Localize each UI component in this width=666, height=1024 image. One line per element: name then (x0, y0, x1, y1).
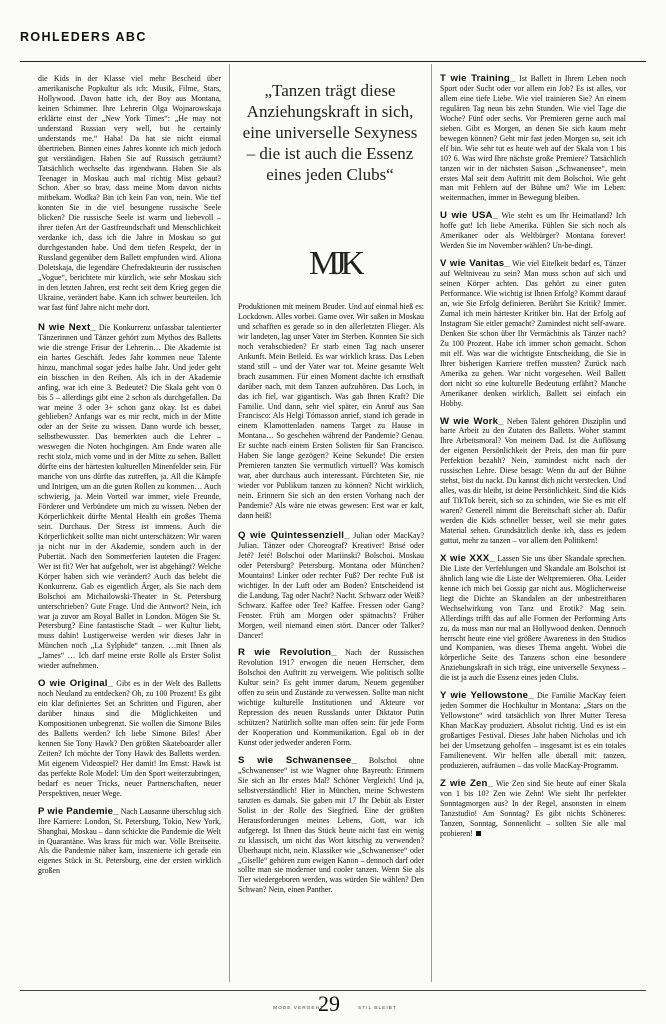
section-v (440, 259, 626, 408)
article-column-1 (38, 74, 221, 982)
monogram-logo (304, 236, 364, 288)
section-v-body: Wie viel Eitelkeit bedarf es, Tänzer auf Weltniveau zu sein? Man muss schon auf sich und seinen Körper achten. Das gehört zu einer guten Performance. Wie wichtig ist Ihnen Erfolg? Kommt darauf an, wie Sie Erfolg definieren. Berührt Sie Kritik? Immer. Zumal ich mein härtester Kritiker bin. Hat der Erfolg auf Instagram Sie eitler gemacht? Zumindest nicht self-aware. Denken Sie schon über Ihr Vermächtnis als Tänzer nach? Zu 100 Prozent. Habe ich immer schon gemacht. Schon mit elf. Was war die wichtigste Entscheidung, die Sie in Ihrer bisherigen Karriere treffen mussten? Zurück nach Amerika zu gehen. War nicht vorgesehen. Weil Ballett dort nicht so eine kulturelle Bedeutung erfährt? Manche Amerikaner denken wirklich, Ballett sei einfach ein Hobby. (440, 259, 626, 408)
section-n (38, 323, 221, 671)
section-p-heading: P wie Pandemie_ (38, 805, 119, 817)
section-w (440, 417, 626, 546)
article-column-2 (238, 302, 424, 982)
section-s-heading: S wie Schwanensee_ (238, 754, 358, 766)
section-x (440, 554, 626, 683)
page-footer (0, 990, 666, 1020)
section-o-heading: O wie Original_ (38, 678, 114, 690)
column1-intro: die Kids in der Klasse viel mehr Bescheid über amerikanische Popkultur als ich: Musik, Filme, Stars, Hollywood. Davon hatte ich, der Boy aus Montana, keinen Schimmer. Ihre Lehrerin Olga Wojnarowskaja erklärte einst der „New York Times“: „He may not understand Russian very well, but he certainly understands me.“ Haha! Da hat sie nicht einmal übertrieben. Binnen eines Jahres konnte ich mich jedoch gut verständigen. Haben Sie auf Russisch geträumt? Tatsächlich wechselte das irgendwann. Haben Sie als Teenager in Moskau auch mal richtig Mist gebaut? Schon. Aber so brav, dass meine Mom davon nichts mitbekam. Wodka? Bin ich kein Fan von, nein. Wie tief konnten Sie in die viel besungene russische Seele blicken? Die russische Seele ist warm und liebevoll – ihrer tiefen Art der Gastfreundschaft und Menschlichkeit verdanke ich, dass ich die Jahre in Moskau so gut durchgestanden habe. Und dem tiefen Respekt, der in Russland gegenüber dem Ballett empfunden wird. Aliona Doletskaja, die legendäre Chefredakteurin der russischen „Vogue“, berichtete mir kürzlich, wie sehr Moskau sich in den letzten Jahren, erst recht seit dem Krieg gegen die Ukraine, verändert habe. Kann ich schwer beurteilen. Ich war fast fünf Jahre nicht mehr dort. (38, 74, 221, 312)
section-z-heading: Z wie Zen_ (440, 777, 494, 789)
section-u (440, 211, 626, 251)
section-t (440, 74, 626, 203)
section-s (238, 756, 424, 895)
column-divider-left (229, 64, 230, 982)
section-z (440, 779, 626, 839)
section-y-heading: Y wie Yellowstone_ (440, 690, 534, 702)
section-w-heading: W wie Work_ (440, 415, 504, 427)
section-q-heading: Q wie Quintessenziell_ (238, 529, 350, 541)
section-t-body: Ist Ballett in Ihrem Leben noch Sport oder Sucht oder vor allem ein Job? Es ist alles, vor allem eine tiefe Liebe. Wie viel trainieren Sie? An einem regulären Tag neun bis zehn Stunden. Wie viel Tage die Woche? Fünf oder sechs. Vor Premieren gerne auch mal sieben. Gibt es Morgen, an denen Sie sich kaum mehr bewegen können? Geht mir fast jeden Morgen so, seit ich elf bin. Wie sehr tut es heute weh auf der Skala von 1 bis 10? 6. Was wird Ihre nächste große Premiere? Tatsächlich tanzen wir in der nächsten Saison „Schwanensee“, mein erstes Mal seit dem Auftritt mit dem Bolschoi. Wie geht man mit Fehlern auf der Bühne um? Wie im Leben: weitermachen, immer in Bewegung bleiben. (440, 74, 626, 203)
section-p-body: Nach Lausanne überschlug sich Ihre Karriere: London, St. Petersburg, Tokio, New York, Shanghai, Moskau – dann schickte die Pandemie die Welt in Quarantäne. Was krass für mich war. Volle Breitseite. Als die Pandemie näher kam, inszenierte ich gerade ein eigenes Stück in St. Petersburg, eine der ersten wirklich großen (38, 806, 221, 876)
section-z-body: Wie Zen sind Sie heute auf einer Skala von 1 bis 10? Zen wie Zehn! Wie sieht Ihr perfekter Sonntagmorgen aus? In der Regel, ansonsten in einem Tanzstudio! Am Sonntag? Es gibt nichts Schöneres: Tanzen, Sonntag, Sonnenlicht – sollten Sie alle mal probieren! (440, 778, 626, 838)
top-rule (20, 61, 646, 62)
section-o (38, 679, 221, 798)
section-q (238, 531, 424, 640)
section-p (38, 807, 221, 877)
section-r-heading: R wie Revolution_ (238, 647, 337, 659)
section-title: ROHLEDERS ABC (20, 30, 147, 44)
monogram-text: MJK (308, 245, 360, 282)
section-n-body: Die Konkurrenz unfassbar talentierter Tänzerinnen und Tänzer gehört zum Mythos des Balletts wie die strenge Frisur der Lehrerin… Die Akademie ist ein hartes Geschäft. Jedes Jahr kommen neue Talente hinzu, manchmal sogar jedes halbe Jahr. Und jeder geht ein bisschen in den Reihen. Als ich in der Akademie anfing, war ich eine 3. Bedeutet? Die Skala geht von 0 bis 5 – allerdings gibt eine 2 schon als durchgefallen. Da war meine 3 oder 3+ schon ganz okay. Ist es dabei geblieben? Anfangs war es mir recht, mich in der Mitte oder an der Seite zu wissen. Dann wurde ich besser, selbstbewusster. Das bemerkten auch die Lehrer – weswegen die Noten hochgingen. Am Ende waren alle recht stolz, mich vorne und in der Mitte zu sehen. Ballett dürfte eins der härtesten kulturellen Minenfelder sein. Für manche von uns dürfte das zutreffen, ja. All die Kämpfe und Intrigen, um an die guten Rollen zu kommen… Auch schwierig, ja. Mein Vorteil war immer, viele Freunde, Förderer und Verbündete um mich zu wissen. Neben der Körperlichkeit dürfte Mental Health ein großes Thema sein. Durchaus. Der Stress ist immens. Auch die Körperlichkeit sollte man nicht unterschätzen: Wir waren ja nicht nur in der Akademie, sondern auch in der Pubertät. Nach den Sommerferien lauteten die Fragen: Wer ist fit? Wer hat aufgeholt, wer ist abgehängt? Welche Körper haben sich wie verändert? Auch das belebt die Konkurrenz. Gab es eigentlich Ärger, als Sie nach dem Bolschoi am Michailowski-Theater in St. Petersburg unterschrieben? Gute Frage. Und die Antwort? Nein, ich war ja zuvor am Royal Ballet in London. Mögen Sie St. Petersburg? Eine fantastische Stadt – wer Kultur liebt, muss dahin! Lustigerweise werden wir dieses Jahr in München noch „La Sylphide“ tanzen. …mit Ihnen als „James“ … Ich darf meine erste Rolle als Erster Solist wieder aufnehmen. (38, 322, 221, 671)
section-u-heading: U wie USA_ (440, 210, 499, 222)
section-r-body: Nach der Russischen Revolution 1917 erwogen die neuen Herrscher, dem Bolschoi den Auftritt zu verweigern. Wie politisch sollte Kultur sein? Es geht immer darum, Neuem gegenüber offen zu sein und Zustände zu verwessen. Sollte man nicht wichtige kulturelle Institutionen und Akteure vor Repression des neuen Russlands unter Diktator Putin schützen? Natürlich sollte man offen sein: für jede Form der Kooperation und Kommunikation. Egal ob in der Kunst oder jedweder anderen Form. (238, 648, 424, 748)
section-y-body: Die Familie MacKay feiert jeden Sommer die Hochkultur in Montana: „Stars on the Yellowstone“ wird tatsächlich von Ihrer Mutter Teresa Khan MacKay produziert. Absolut richtig. Und es ist ein großartiges Festival. Dieses Jahr haben Nicholas und ich bei der Umsetzung geholfen – insgesamt ist es ein totales Familienevent. Wir helfen alle überall mit: tanzen, produzieren, aufräumen – das volle MacKay-Programm. (440, 691, 626, 770)
footer-tagline-left: MODE VERGEHT (273, 1006, 324, 1011)
section-r (238, 648, 424, 748)
end-of-article-square-icon (476, 831, 481, 836)
column-divider-right (431, 64, 432, 982)
section-x-body: Lassen Sie uns über Skandale sprechen. Die Liste der Verfehlungen und Skandale am Bolschoi ist ähnlich lang wie die Liste der Weltpremieren. Oha. Leider kenne ich mich bei Gossip gar nicht aus. Möglicherweise liegt die Dichte an Skandalen an der unbestreitbaren Wechselwirkung von Tanz und Erotik? Mag sein. Allerdings trifft das auf alle Formen der Performing Arts zu, da muss man nur mal an Hollywood denken. Dennoch herrscht heute eine viel größere Awareness in den Studios und Kompanien, was dieses Thema angeht. Wobei die körperliche Seite des Tanzens schon eine besondere Anziehungskraft in sich trägt, eine universelle Sexyness – die ist ja auch die Essenz eines jeden Clubs. (440, 553, 626, 683)
pull-quote: „Tanzen trägt diese Anziehungskraft in sich, eine universelle Sexyness – die ist auch die Essenz eines jeden Clubs“ (242, 81, 418, 184)
section-x-heading: X wie XXX_ (440, 552, 495, 564)
page-number: 29 (318, 991, 340, 1016)
section-y (440, 691, 626, 771)
section-q-body: Julian oder MacKay? Julian. Tänzer oder Choreograf? Kreativer! Brisé oder Jeté? Jeté! Bolschoi oder Mariinski? Bolschoi. Moskau oder Petersburg? Petersburg. Montana oder München? Mountains! Linker oder rechter Fuß? Der rechte Fuß ist wichtiger. In der Luft oder am Boden? Entscheidend ist die Landung. Tag oder Nacht? Nacht. Schwarz oder Weiß? Schwarz. Kaffee oder Tee? Kaffee. Fressen oder Gang? Fenster. Früh am Morgen oder spätnachts? Früher Morgen, weil niemand einen stört. Dancer oder Talker? Dancer! (238, 530, 424, 640)
section-n-heading: N wie Next_ (38, 321, 96, 333)
column2-continuation: Produktionen mit meinem Bruder. Und auf einmal hieß es: Lockdown. Alles vorbei. Game over. Wir saßen in Moskau und schafften es gerade so in den allerletzten Flieger. Als wir landeten, lag unser Vater im Sterben. Konnten Sie sich noch verabschieden? Er starb einen Tag nach unserer Ankunft. Mein Beileid. Es war wirklich krass. Das Leben stand still – und der Vater war tot. Meine gesamte Welt brach zusammen. Für einen Moment dachte ich ernsthaft darüber nach, mit dem Tanzen aufzuhören. Das Loch, in das ich fiel, war gigantisch. Was gab Ihnen Kraft? Die Familie. Und dann, sehr viel später, ein Anruf aus San Francisco: Als Helgi Tómasson anrief, stand ich gerade in einem Klamottenladen namens Target zu Hause in Montana… So geschehen während der Pandemie? Genau. Er suchte nach einem Ersten Solisten für San Francisco. Haben Sie lange gezögert? Keine Sekunde! Die ersten Premieren tanzten Sie vermutlich virtuell? Was komisch war, aber durchaus auch interessant. Fürchteten Sie, nie wieder vor Publikum tanzen zu können? Nicht wirklich, nein. Erinnern Sie sich an den ersten Vorhang nach der Pandemie? Als wäre nie etwas gewesen: Erst war er kalt, dann heiß! (238, 302, 424, 521)
section-u-body: Wie steht es um Ihr Heimatland? Ich hoffe gut! Ich liebe Amerika. Fühlen Sie sich noch als Amerikaner oder als Weltbürger? Montana forever! Werden Sie im November wählen? Un-be-dingt. (440, 211, 626, 251)
section-w-body: Neben Talent gehören Disziplin und harte Arbeit zu den Zutaten des Balletts. Woher stammt Ihre Arbeitsmoral? Von meinem Dad. Ist die Auflösung der eigenen Persönlichkeit der Preis, den man für pure Perfektion bezahlt? Nein, zumindest nicht nach der russischen Lehre. Diese besagt: Wenn du auf der Bühne stehst, bist du nackt. Du kannst dich nicht verstecken. Und alles, was dir bleibt, ist deine Persönlichkeit. Sind die Kids auf TikTok bereit, sich so zu schinden, wie Sie es mit elf waren? Generell nimmt die Bereitschaft sicher ab. Dafür werden die Kids schneller besser, weil sie mehr gutes Material sehen. Grundsätzlich denke ich, dass es jedem guttut, mehr zu tanzen – vor allem den Politikern! (440, 416, 626, 545)
article-column-3 (440, 74, 626, 982)
section-v-heading: V wie Vanitas_ (440, 258, 510, 270)
section-s-body: Bolschoi ohne „Schwanensee“ ist wie Wagner ohne Bayreuth: Erinnern Sie sich an Ihr erstes Mal? Schöner Vergleich! Und ja, selbstverständlich! Hier in München, meine Schwestern tanzten es damals. Sie gaben mit 17 Ihr Debüt als Erster Solist in der Rolle des Siegfried. Eine der größten Herausforderungen meines Lebens, Gott, war ich aufgeregt. Ist Ihnen das Stück heute nicht fast ein wenig zu klassisch, um nicht das Wort kitschig zu verwenden? Überhaupt nicht, nein. Klassiker wie „Schwanensee“ oder „Giselle“ gehören zum ewigen Kanon – dennoch darf oder sollte man sie moderner und cooler tanzen. Wenn Sie als Tier wiedergeboren werden, was würden Sie wählen? Den Schwan? Nein, einen Panther. (238, 755, 424, 895)
footer-tagline-right: STIL BLEIBT (358, 1006, 397, 1011)
section-t-heading: T wie Training_ (440, 74, 516, 84)
section-o-body: Gibt es in der Welt des Balletts noch Neuland zu entdecken? Oh, zu 100 Prozent! Es gibt ein klar definiertes Set an Schritten und Figuren, aber darüber hinaus sind die Möglichkeiten und Kompositionen unbegrenzt. Sie wollen die Simone Biles des Balletts werden? Ich liebe Simone Biles! Aber kennen Sie Tony Hawk? Den größten Skateboarder aller Zeiten? Ich möchte der Tony Hawk des Balletts werden. Mit eigenem Videospiel? Her damit! Im Ernst: Hawk ist das perfekte Role Model: Um den Sport weiterzubringen, bedarf es neuer Tricks, neuer Partnerschaften, neuer Perspektiven, neuer Wege. (38, 679, 221, 798)
